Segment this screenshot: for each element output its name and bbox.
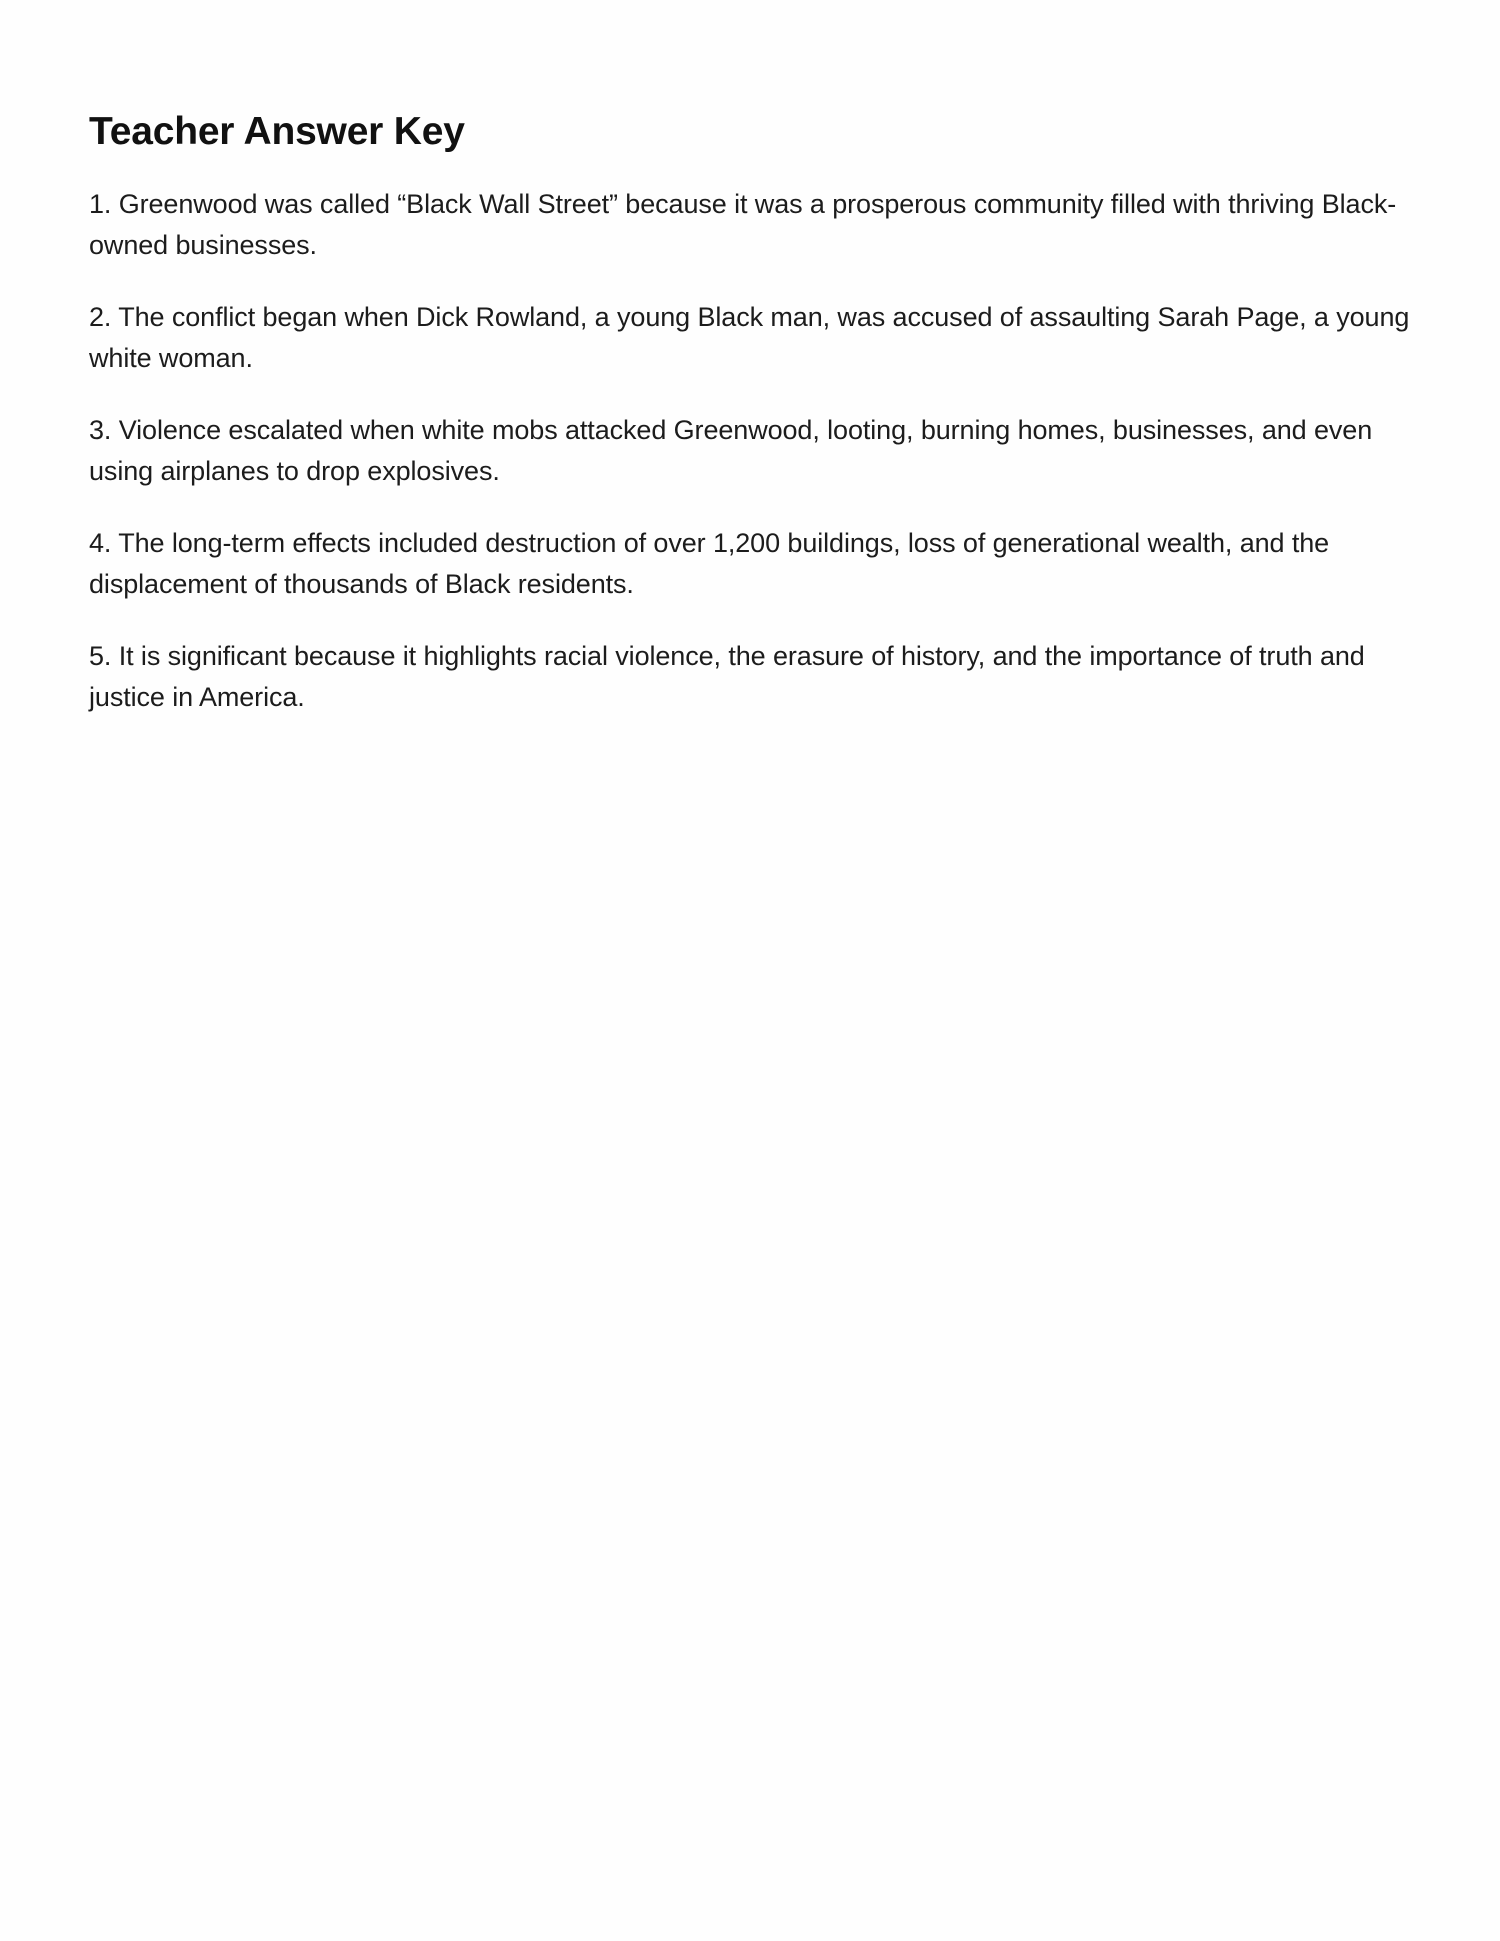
- answer-item-5: 5. It is significant because it highlights racial violence, the erasure of history, and the importance of truth and justice in America.: [89, 641, 1365, 712]
- answer-item-4: 4. The long-term effects included destruction of over 1,200 buildings, loss of generational wealth, and the displacement of thousands of Black residents.: [89, 528, 1330, 599]
- answer-item-1: 1. Greenwood was called “Black Wall Street” because it was a prosperous community filled with thriving Black-owned businesses.: [89, 189, 1397, 260]
- answer-item-3: 3. Violence escalated when white mobs attacked Greenwood, looting, burning homes, businesses, and even using airplanes to drop explosives.: [89, 415, 1373, 486]
- answer-list: [89, 184, 1419, 718]
- answer-item-2: 2. The conflict began when Dick Rowland, a young Black man, was accused of assaulting Sarah Page, a young white woman.: [89, 302, 1410, 373]
- page-title: Teacher Answer Key: [89, 110, 465, 153]
- document-content: [89, 108, 1419, 749]
